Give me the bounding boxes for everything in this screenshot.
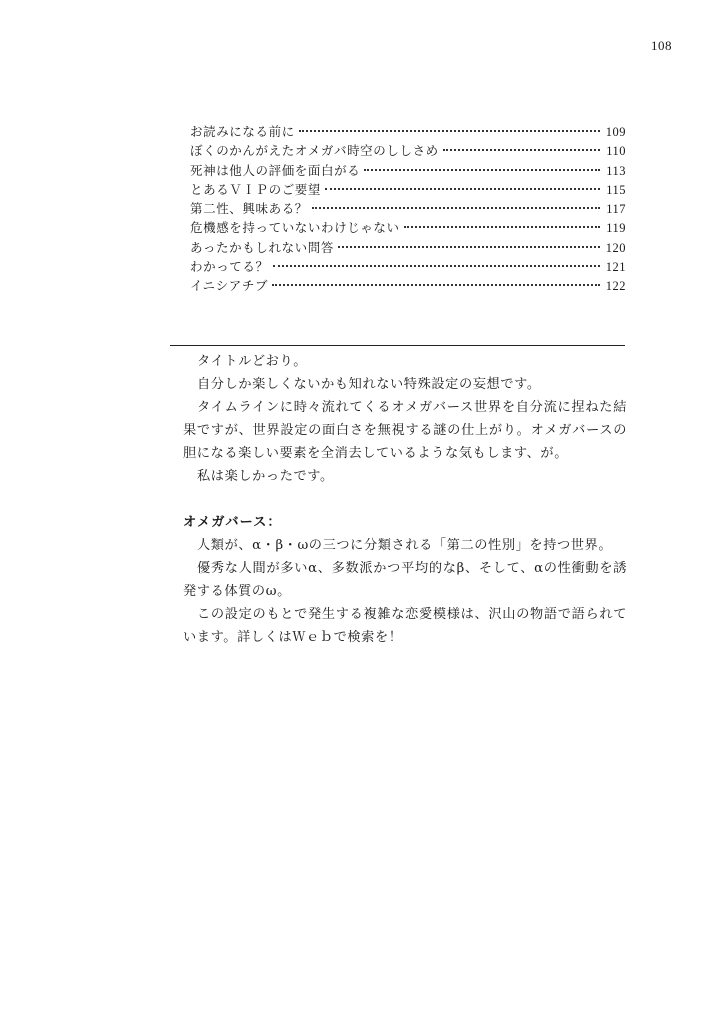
section-heading: オメガバース： [183, 515, 282, 530]
page-number: 108 [651, 38, 672, 53]
toc-entry-title: 第二性、興味ある？ [190, 201, 308, 217]
toc-dot-leader [325, 188, 600, 190]
toc-entry[interactable] [190, 199, 626, 218]
intro-paragraph: 私は楽しかったです。 [197, 469, 334, 484]
section-paragraph: 優秀な人間が多いα、多数派かつ平均的なβ、そして、αの性衝動を誘発する体質のω。 [183, 561, 627, 599]
section-paragraph: この設定のもとで発生する複雑な恋愛模様は、沢山の物語で語られています。詳しくはＷｅｂで検索を！ [183, 607, 627, 645]
toc-entry-page: 122 [605, 279, 626, 294]
toc-entry[interactable] [190, 141, 626, 160]
section-divider [170, 345, 625, 346]
toc-entry-title: あったかもしれない問答 [190, 239, 334, 255]
toc-entry-title: ぼくのかんがえたオメガバ時空のししさめ [190, 143, 439, 159]
toc-dot-leader [312, 207, 600, 209]
toc-entry-page: 109 [605, 125, 626, 139]
toc-entry[interactable] [190, 276, 626, 295]
toc-entry-page: 110 [606, 144, 626, 159]
toc-entry-title: わかってる？ [190, 259, 269, 275]
toc-entry-title: 死神は他人の評価を面白がる [190, 162, 361, 178]
toc-dot-leader [272, 284, 600, 286]
toc-dot-leader [443, 149, 600, 151]
intro-paragraph: 自分しか楽しくないかも知れない特殊設定の妄想です。 [197, 377, 541, 392]
toc-entry-page: 119 [606, 221, 626, 236]
section-paragraph: 人類が、α・β・ωの三つに分類される「第二の性別」を持つ世界。 [197, 538, 613, 553]
toc-dot-leader [273, 265, 600, 267]
toc-dot-leader [404, 226, 600, 228]
table-of-contents [190, 122, 626, 296]
toc-entry[interactable] [190, 122, 626, 141]
toc-dot-leader [338, 246, 600, 248]
toc-entry[interactable] [190, 257, 626, 276]
toc-entry-title: イニシアチブ [190, 278, 269, 294]
toc-entry[interactable] [190, 180, 626, 199]
toc-entry-title: お読みになる前に [190, 124, 295, 139]
intro-paragraph: タイトルどおり。 [197, 354, 308, 369]
toc-entry[interactable] [190, 238, 626, 257]
toc-entry-page: 120 [605, 240, 626, 255]
intro-paragraph: タイムラインに時々流れてくるオメガバース世界を自分流に捏ねた結果ですが、世界設定の面白さを無視する謎の仕上がり。オメガバースの胆になる楽しい要素を全消去しているような気もします、が。 [183, 400, 627, 461]
paragraph-spacer [183, 488, 627, 511]
toc-entry-title: 危機感を持っていないわけじゃない [190, 220, 400, 236]
toc-entry[interactable] [190, 161, 626, 180]
toc-entry-title: とあるＶＩＰのご要望 [190, 181, 322, 197]
toc-dot-leader [299, 130, 600, 132]
toc-dot-leader [364, 169, 600, 171]
toc-entry-page: 117 [606, 202, 626, 217]
toc-entry-page: 115 [606, 182, 626, 197]
toc-entry[interactable] [190, 218, 626, 237]
toc-entry-page: 121 [605, 260, 626, 275]
body-text [183, 350, 627, 649]
toc-entry-page: 113 [606, 163, 626, 178]
